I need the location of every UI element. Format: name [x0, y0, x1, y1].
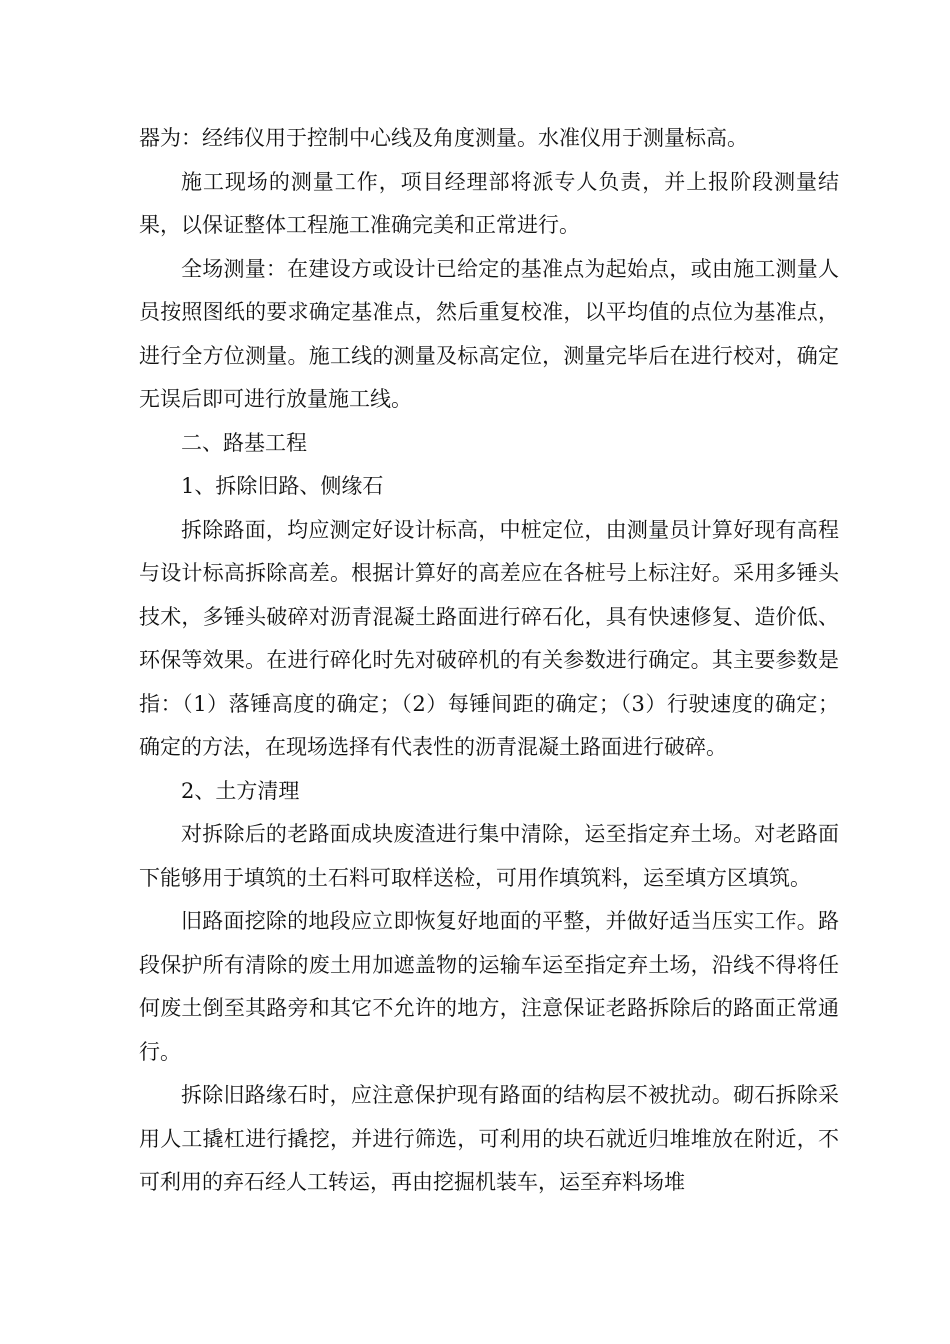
heading-subgrade-engineering: 二、路基工程: [181, 430, 307, 455]
paragraph-remove-surface: 拆除路面，均应测定好设计标高，中桩定位，由测量员计算好现有高程与设计标高拆除高差。根据计算好的高差应在各桩号上标注好。采用多锤头技术，多锤头破碎对沥青混凝土路面进行碎石化，具有快速修复、造价低、环保等效果。在进行碎化时先对破碎机的有关参数进行确定。其主要参数是指：（1）落锤高度的确定；（2）每锤间距的确定；（3）行驶速度的确定；确定的方法，在现场选择有代表性的沥青混凝土路面进行破碎。: [139, 517, 839, 759]
paragraph-debris-removal: 对拆除后的老路面成块废渣进行集中清除，运至指定弃土场。对老路面下能够用于填筑的土石料可取样送检，可用作填筑料，运至填方区填筑。: [139, 822, 839, 890]
paragraph-site-survey: 施工现场的测量工作，项目经理部将派专人负责，并上报阶段测量结果，以保证整体工程施工准确完美和正常进行。: [139, 169, 839, 237]
paragraph-instruments: 器为：经纬仪用于控制中心线及角度测量。水准仪用于测量标高。: [139, 126, 748, 150]
heading-remove-old-road: 1、拆除旧路、侧缘石: [181, 474, 384, 498]
heading-earthwork-clearing: 2、土方清理: [181, 778, 300, 803]
paragraph-full-survey: 全场测量：在建设方或设计已给定的基准点为起始点，或由施工测量人员按照图纸的要求确定基准点，然后重复校准，以平均值的点位为基准点，进行全方位测量。施工线的测量及标高定位，测量完毕后在进行校对，确定无误后即可进行放量施工线。: [139, 256, 839, 411]
document-body: [139, 117, 839, 1205]
paragraph-restore-ground: 旧路面挖除的地段应立即恢复好地面的平整，并做好适当压实工作。路段保护所有清除的废土用加遮盖物的运输车运至指定弃土场，沿线不得将任何废土倒至其路旁和其它不允许的地方，注意保证老路拆除后的路面正常通行。: [139, 909, 839, 1064]
paragraph-curb-removal: 拆除旧路缘石时，应注意保护现有路面的结构层不被扰动。砌石拆除采用人工撬杠进行撬挖，并进行筛选，可利用的块石就近归堆堆放在附近，不可利用的弃石经人工转运，再由挖掘机装车，运至弃料场堆: [139, 1083, 839, 1194]
